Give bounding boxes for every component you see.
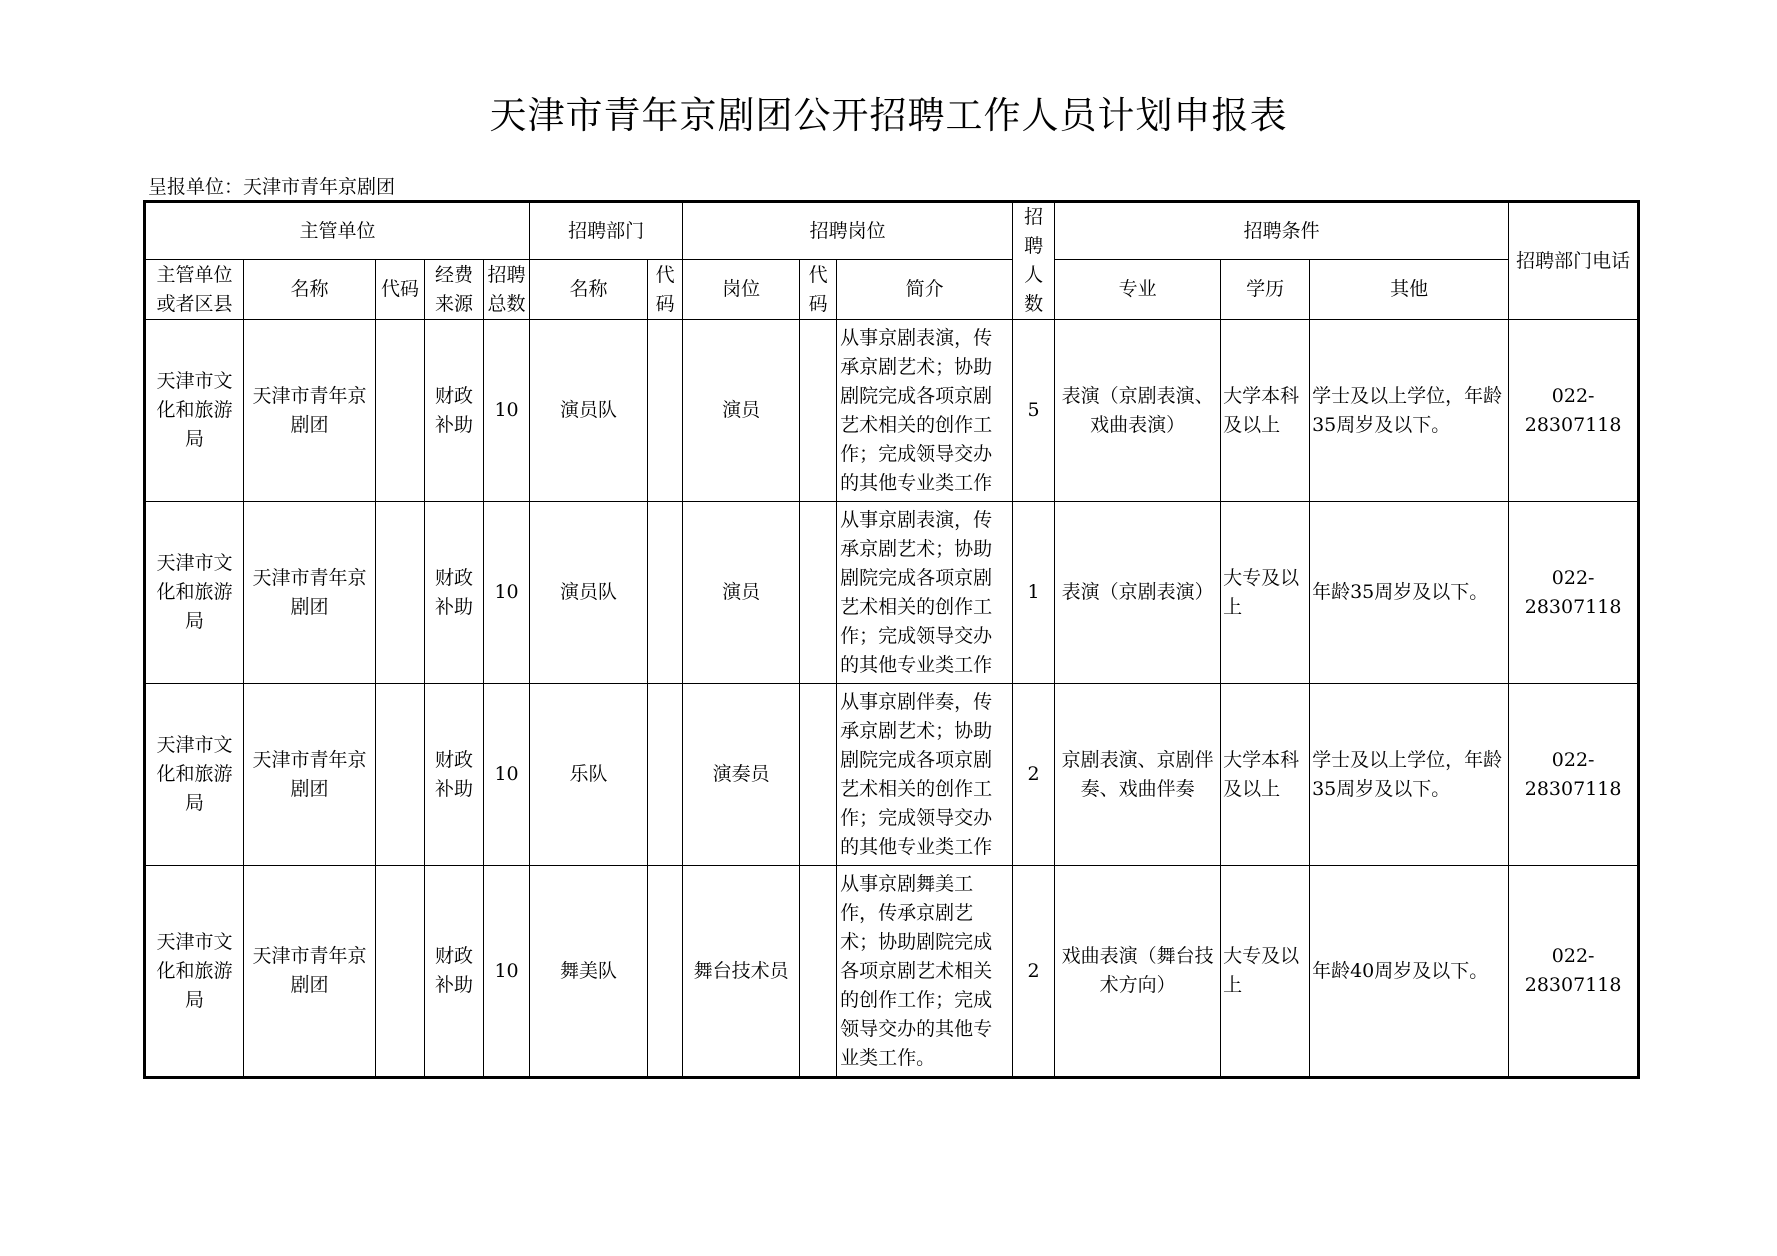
- cell-total: 10: [484, 684, 530, 866]
- cell-count: 1: [1013, 502, 1055, 684]
- cell-post-code: [800, 502, 837, 684]
- cell-district: 天津市文化和旅游局: [145, 866, 244, 1078]
- cell-major: 表演（京剧表演、戏曲表演）: [1055, 320, 1221, 502]
- cell-count: 5: [1013, 320, 1055, 502]
- header-row-1: [145, 202, 1639, 260]
- header-post-code: 代码: [800, 260, 837, 320]
- cell-major: 京剧表演、京剧伴奏、戏曲伴奏: [1055, 684, 1221, 866]
- cell-intro: 从事京剧表演，传承京剧艺术；协助剧院完成各项京剧艺术相关的创作工作；完成领导交办的其他专业类工作: [837, 502, 1013, 684]
- cell-dept-code: [648, 684, 683, 866]
- cell-education: 大学本科及以上: [1221, 320, 1310, 502]
- header-post: 岗位: [683, 260, 800, 320]
- header-other: 其他: [1310, 260, 1509, 320]
- cell-post-code: [800, 684, 837, 866]
- cell-education: 大学本科及以上: [1221, 684, 1310, 866]
- cell-post-code: [800, 320, 837, 502]
- cell-intro: 从事京剧舞美工作，传承京剧艺术；协助剧院完成各项京剧艺术相关的创作工作；完成领导交办的其他专业类工作。: [837, 866, 1013, 1078]
- cell-name: 天津市青年京剧团: [244, 866, 376, 1078]
- cell-district: 天津市文化和旅游局: [145, 684, 244, 866]
- cell-intro: 从事京剧表演，传承京剧艺术；协助剧院完成各项京剧艺术相关的创作工作；完成领导交办的其他专业类工作: [837, 320, 1013, 502]
- cell-phone: 022-28307118: [1509, 502, 1639, 684]
- cell-dept-code: [648, 320, 683, 502]
- cell-other: 年龄35周岁及以下。: [1310, 502, 1509, 684]
- table-row: [145, 684, 1639, 866]
- cell-post: 演员: [683, 320, 800, 502]
- cell-post: 演奏员: [683, 684, 800, 866]
- cell-funding: 财政补助: [425, 320, 484, 502]
- cell-dept: 演员队: [530, 502, 648, 684]
- cell-name: 天津市青年京剧团: [244, 684, 376, 866]
- table-row: [145, 320, 1639, 502]
- cell-count: 2: [1013, 866, 1055, 1078]
- cell-post: 舞台技术员: [683, 866, 800, 1078]
- header-intro: 简介: [837, 260, 1013, 320]
- cell-education: 大专及以上: [1221, 502, 1310, 684]
- cell-count: 2: [1013, 684, 1055, 866]
- cell-code: [376, 684, 425, 866]
- header-supervisor-group: 主管单位: [145, 202, 530, 260]
- recruitment-plan-table: [143, 200, 1640, 1079]
- header-funding: 经费来源: [425, 260, 484, 320]
- cell-other: 年龄40周岁及以下。: [1310, 866, 1509, 1078]
- cell-dept: 乐队: [530, 684, 648, 866]
- cell-phone: 022-28307118: [1509, 684, 1639, 866]
- cell-intro: 从事京剧伴奏，传承京剧艺术；协助剧院完成各项京剧艺术相关的创作工作；完成领导交办的其他专业类工作: [837, 684, 1013, 866]
- header-conditions-group: 招聘条件: [1055, 202, 1509, 260]
- cell-total: 10: [484, 320, 530, 502]
- cell-district: 天津市文化和旅游局: [145, 502, 244, 684]
- cell-code: [376, 320, 425, 502]
- cell-other: 学士及以上学位，年龄35周岁及以下。: [1310, 320, 1509, 502]
- header-total: 招聘总数: [484, 260, 530, 320]
- cell-funding: 财政补助: [425, 866, 484, 1078]
- cell-funding: 财政补助: [425, 502, 484, 684]
- cell-code: [376, 866, 425, 1078]
- cell-total: 10: [484, 502, 530, 684]
- header-major: 专业: [1055, 260, 1221, 320]
- table-row: [145, 866, 1639, 1078]
- submitter-line: 呈报单位：天津市青年京剧团: [148, 176, 396, 198]
- cell-total: 10: [484, 866, 530, 1078]
- cell-funding: 财政补助: [425, 684, 484, 866]
- header-district: 主管单位或者区县: [145, 260, 244, 320]
- cell-post-code: [800, 866, 837, 1078]
- cell-dept: 演员队: [530, 320, 648, 502]
- header-phone: 招聘部门电话: [1509, 202, 1639, 320]
- cell-post: 演员: [683, 502, 800, 684]
- cell-major: 表演（京剧表演）: [1055, 502, 1221, 684]
- header-headcount: 招聘人数: [1013, 202, 1055, 320]
- cell-dept-code: [648, 866, 683, 1078]
- header-row-2: [145, 260, 1639, 320]
- header-dept-name: 名称: [530, 260, 648, 320]
- header-sup-code: 代码: [376, 260, 425, 320]
- header-education: 学历: [1221, 260, 1310, 320]
- cell-name: 天津市青年京剧团: [244, 320, 376, 502]
- cell-district: 天津市文化和旅游局: [145, 320, 244, 502]
- table-row: [145, 502, 1639, 684]
- cell-phone: 022-28307118: [1509, 320, 1639, 502]
- cell-dept: 舞美队: [530, 866, 648, 1078]
- cell-dept-code: [648, 502, 683, 684]
- header-post-group: 招聘岗位: [683, 202, 1013, 260]
- header-sup-name: 名称: [244, 260, 376, 320]
- cell-major: 戏曲表演（舞台技术方向）: [1055, 866, 1221, 1078]
- page-title: 天津市青年京剧团公开招聘工作人员计划申报表: [489, 94, 1288, 137]
- header-dept-code: 代码: [648, 260, 683, 320]
- cell-code: [376, 502, 425, 684]
- cell-phone: 022-28307118: [1509, 866, 1639, 1078]
- header-dept-group: 招聘部门: [530, 202, 683, 260]
- cell-other: 学士及以上学位，年龄35周岁及以下。: [1310, 684, 1509, 866]
- cell-name: 天津市青年京剧团: [244, 502, 376, 684]
- cell-education: 大专及以上: [1221, 866, 1310, 1078]
